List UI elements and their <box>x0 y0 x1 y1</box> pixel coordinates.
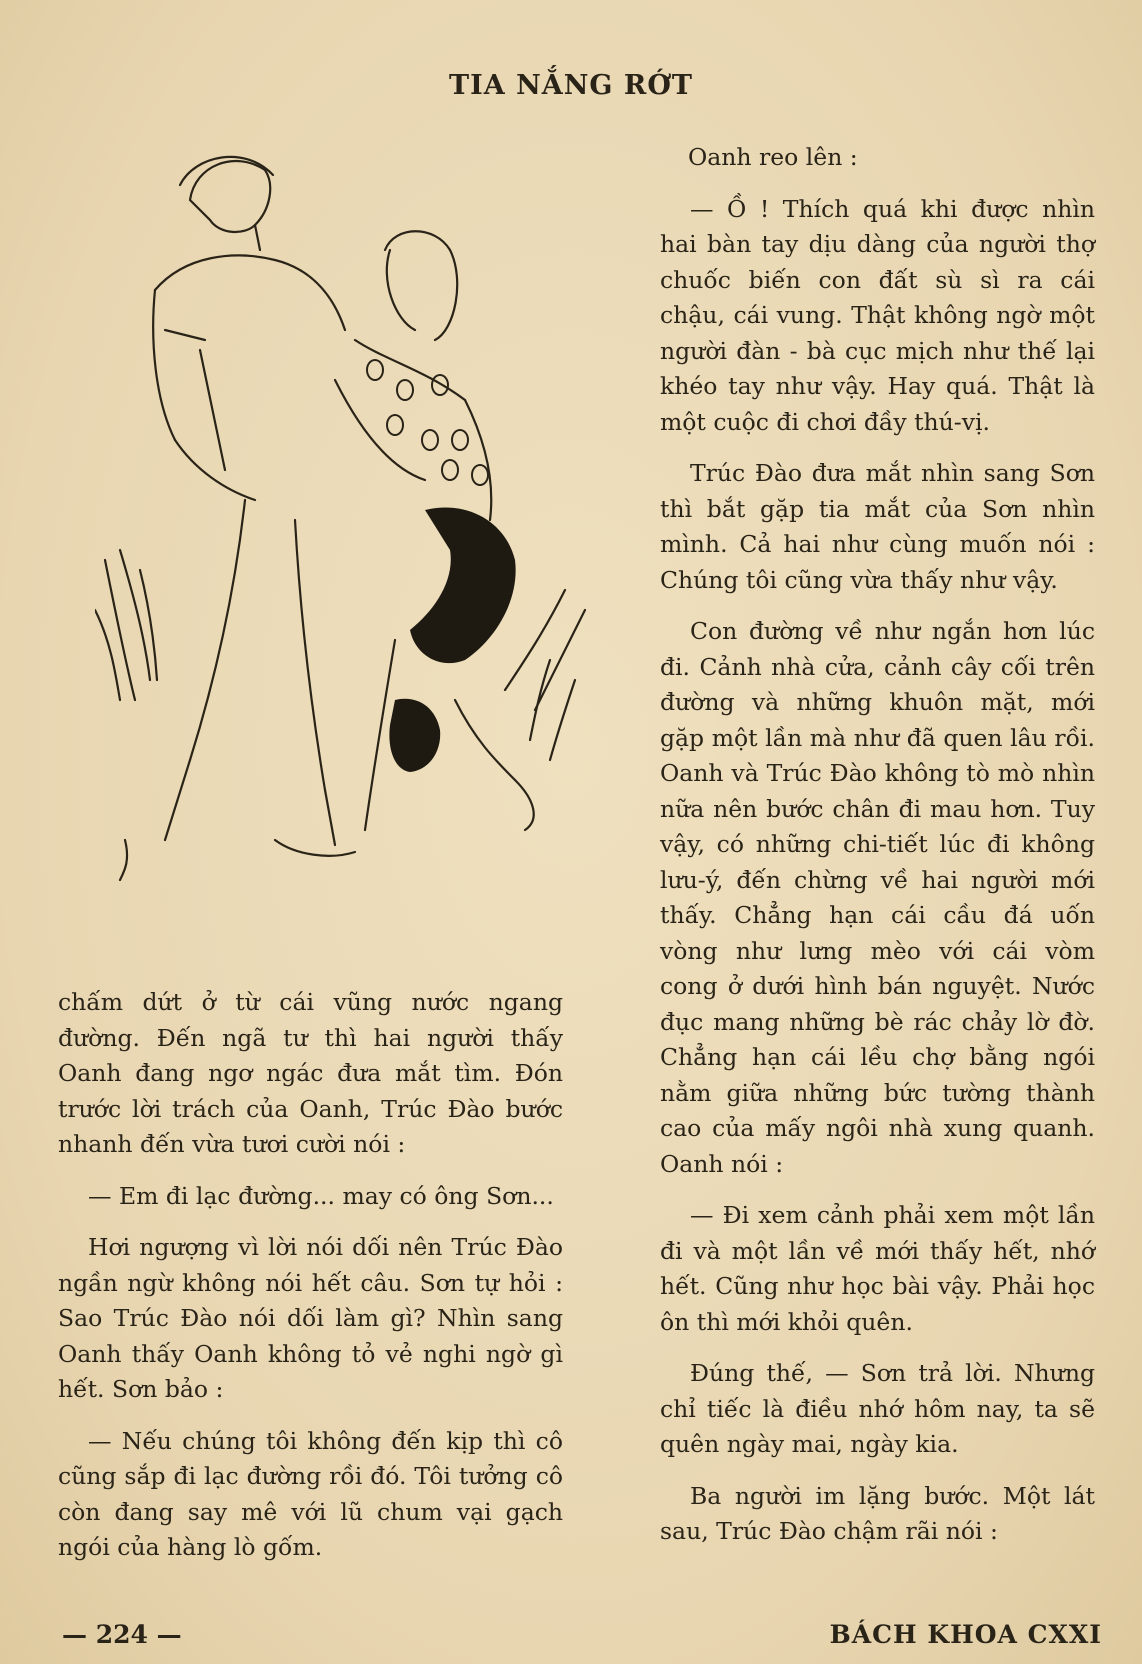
right-text-column <box>660 140 1095 1566</box>
paragraph: Oanh reo lên : <box>688 143 858 171</box>
left-text-column <box>58 985 563 1582</box>
page-number: — 224 — <box>62 1620 182 1649</box>
page-title: TIA NẮNG RỚT <box>449 70 693 101</box>
paragraph: — Ồ ! Thích quá khi được nhìn hai bàn tay dịu dàng của người thợ chuốc biến con đất sù sì ra cái chậu, cái vung. Thật không ngờ một người đàn - bà cục mịch như thế lại khéo tay như vậy. Hay quá. Thật là một cuộc đi chơi đầy thú-vị. <box>660 194 1095 436</box>
paragraph: Con đường về như ngắn hơn lúc đi. Cảnh nhà cửa, cảnh cây cối trên đường và những khuôn mặt, mới gặp một lần mà như đã quen lâu rồi. Oanh và Trúc Đào không tò mò nhìn nữa nên bước chân đi mau hơn. Tuy vậy, có những chi-tiết lúc đi không lưu-ý, đến chừng về hai người mới thấy. Chẳng hạn cái cầu đá uốn vòng như lưng mèo với cái vòm cong ở dưới hình bán nguyệt. Nước đục mang những bè rác chảy lờ đờ. Chẳng hạn cái lều chợ bằng ngói nằm giữa những bức tường thành cao của mấy ngôi nhà xung quanh. Oanh nói : <box>660 617 1095 1178</box>
paragraph: Trúc Đào đưa mắt nhìn sang Sơn thì bắt gặp tia mắt của Sơn nhìn mình. Cả hai như cùng muốn nói : Chúng tôi cũng vừa thấy như vậy. <box>660 459 1095 594</box>
paragraph: Hơi ngượng vì lời nói dối nên Trúc Đào ngần ngừ không nói hết câu. Sơn tự hỏi : Sao Trúc Đào nói dối làm gì? Nhìn sang Oanh thấy Oanh không tỏ vẻ nghi ngờ gì hết. Sơn bảo : <box>58 1233 563 1403</box>
paragraph: — Em đi lạc đường... may có ông Sơn... <box>88 1181 554 1210</box>
couple-walking-illustration <box>95 140 635 940</box>
paragraph: Đúng thế, — Sơn trả lời. Nhưng chỉ tiếc là điều nhớ hôm nay, ta sẽ quên ngày mai, ngày kia. <box>660 1359 1095 1458</box>
paragraph: — Nếu chúng tôi không đến kịp thì cô cũng sắp đi lạc đường rồi đó. Tôi tưởng cô còn đang say mê với lũ chum vại gạch ngói của hàng lò gốm. <box>58 1426 563 1561</box>
magazine-name: BÁCH KHOA CXXI <box>829 1620 1102 1649</box>
paragraph: chấm dứt ở từ cái vũng nước ngang đường. Đến ngã tư thì hai người thấy Oanh đang ngơ ngác đưa mắt tìm. Đón trước lời trách của Oanh, Trúc Đào bước nhanh đến vừa tươi cười nói : <box>58 988 563 1158</box>
paragraph: — Đi xem cảnh phải xem một lần đi và một lần về mới thấy hết, nhớ hết. Cũng như học bài vậy. Phải học ôn thì mới khỏi quên. <box>660 1201 1095 1336</box>
paragraph: Ba người im lặng bước. Một lát sau, Trúc Đào chậm rãi nói : <box>660 1481 1095 1545</box>
